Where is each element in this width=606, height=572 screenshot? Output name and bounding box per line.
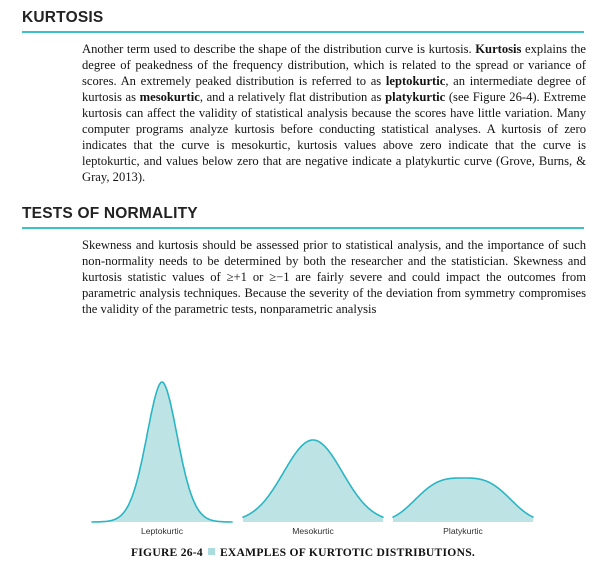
paragraph-tests-of-normality: Skewness and kurtosis should be assessed prior to statistical analysis, and the importance of such non-normality needs to be determined by both the researcher and the statistician. Skewness and kurtosis statistic values of ≥+1 or ≥−1 are fairly severe and could impact the outcomes from parametric analysis techniques. Because the severity of the deviation from symmetry compromises the validity of the parametric tests, nonparametric analysis <box>82 238 586 317</box>
curve-area-leptokurtic <box>92 382 232 522</box>
heading-rule <box>22 31 584 33</box>
heading-rule <box>22 227 584 229</box>
caption-square-icon <box>208 548 215 555</box>
figure-26-4 <box>0 330 606 572</box>
curve-label-mesokurtic: Mesokurtic <box>292 526 334 536</box>
page-title: KURTOSIS <box>22 9 104 26</box>
section-title: TESTS OF NORMALITY <box>22 205 198 222</box>
curve-label-platykurtic: Platykurtic <box>443 526 483 536</box>
curve-area-mesokurtic <box>243 440 383 522</box>
paragraph-kurtosis: Another term used to describe the shape of the distribution curve is kurtosis. Kurtosis explains the degree of peakedness of the frequency distribution, which is related to the spread or variance of scores. An extremely peaked distribution is referred to as leptokurtic, an intermediate degree of kurtosis as mesokurtic, and a relatively flat distribution as platykurtic (see Figure 26-4). Extreme kurtosis can affect the validity of statistical analysis because the scores have little variation. Many computer programs analyze kurtosis before conducting statistical analyses. A kurtosis of zero indicates that the curve is mesokurtic, kurtosis values above zero indicate that the curve is leptokurtic, and values below zero that are negative indicate a platykurtic curve (Grove, Burns, & Gray, 2013). <box>82 42 587 185</box>
figure-title: EXAMPLES OF KURTOTIC DISTRIBUTIONS. <box>219 546 476 559</box>
figure-caption <box>0 546 606 559</box>
section-heading-kurtosis <box>22 10 584 33</box>
section-heading-tests-of-normality <box>22 206 584 229</box>
kurtosis-distributions-chart <box>0 330 606 542</box>
curve-label-leptokurtic: Leptokurtic <box>140 526 184 536</box>
figure-number: FIGURE 26-4 <box>130 546 203 559</box>
